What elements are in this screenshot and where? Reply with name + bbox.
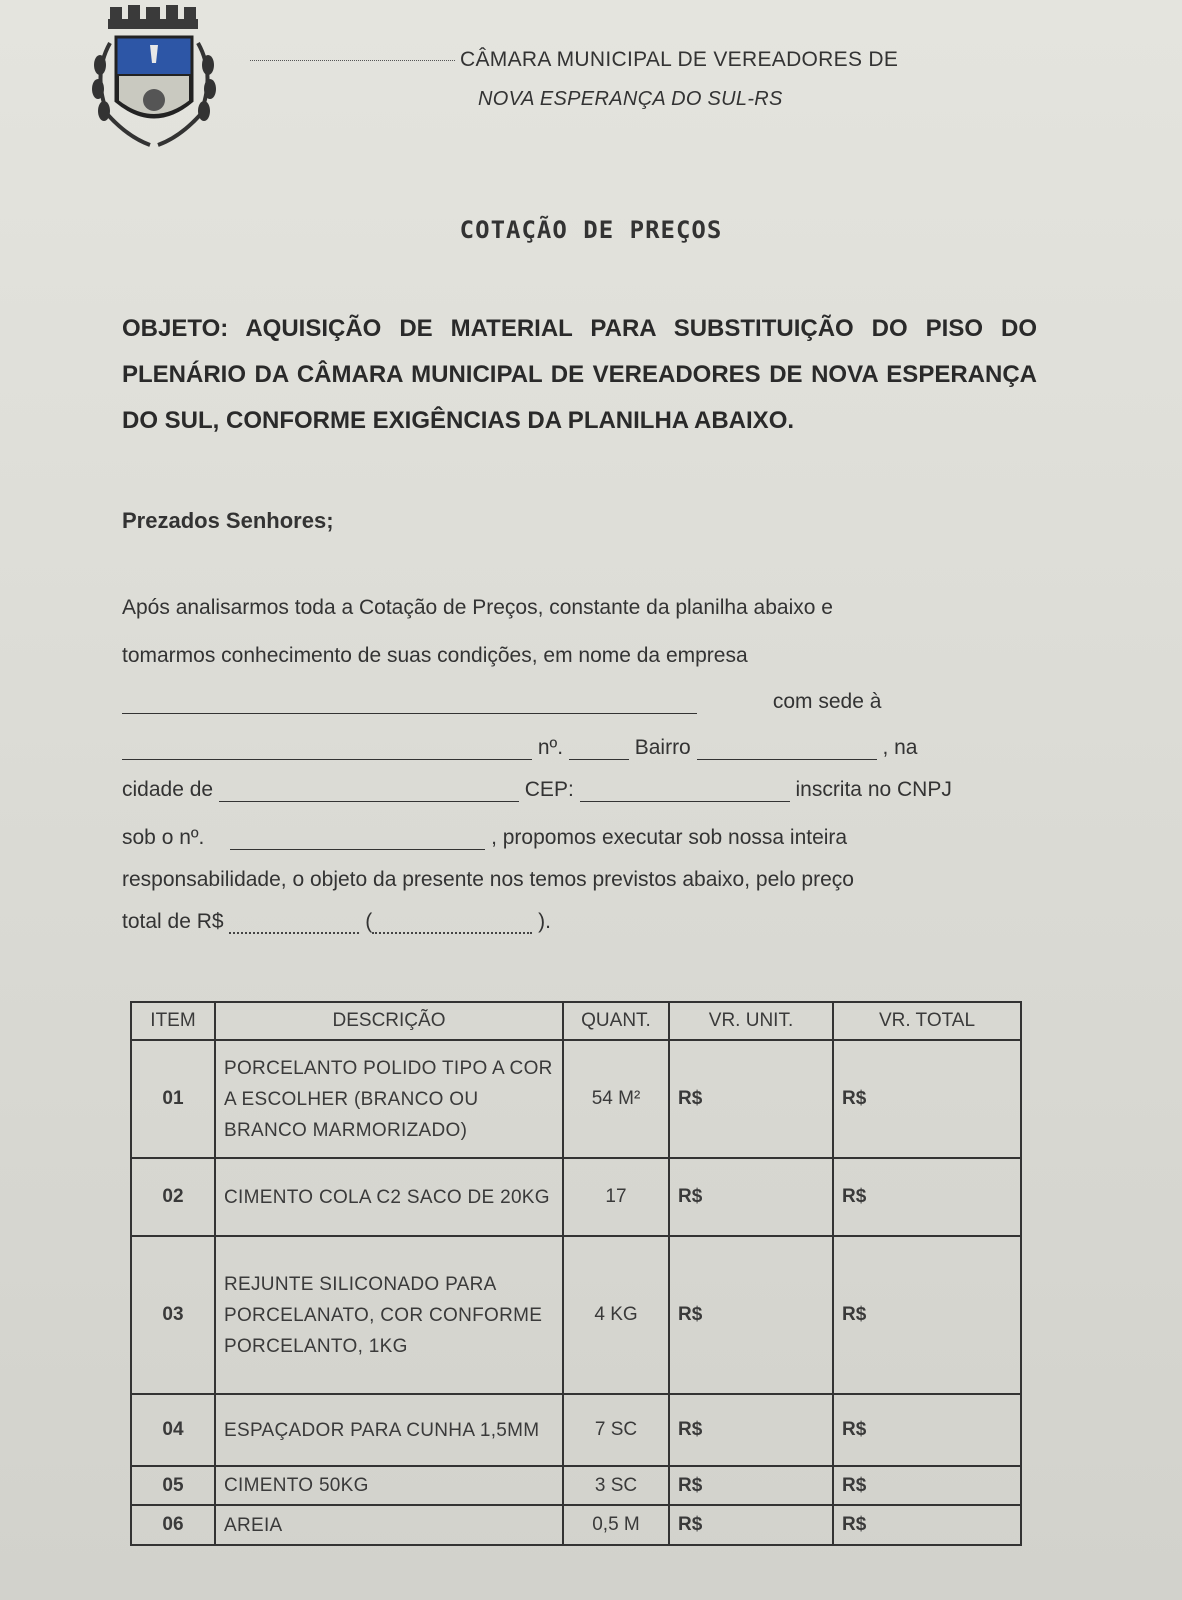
item-quantity: 0,5 M (563, 1505, 669, 1545)
item-total-value[interactable]: R$ (833, 1505, 1021, 1545)
object-paragraph: OBJETO: AQUISIÇÃO DE MATERIAL PARA SUBSTITUIÇÃO DO PISO DO PLENÁRIO DA CÂMARA MUNICIPAL DE VEREADORES DE NOVA ESPERANÇA DO SUL, CONFORME EXIGÊNCIAS DA PLANILHA ABAIXO. (122, 315, 1037, 434)
item-unit-value[interactable]: R$ (669, 1394, 833, 1466)
item-unit-value[interactable]: R$ (669, 1040, 833, 1158)
body-line-2: tomarmos conhecimento de suas condições, em nome da empresa (122, 644, 748, 667)
total-words-blank[interactable] (372, 914, 532, 934)
col-header-quantity: QUANT. (563, 1002, 669, 1040)
item-number: 04 (131, 1394, 215, 1466)
item-number: 02 (131, 1158, 215, 1236)
body-line-1: Após analisarmos toda a Cotação de Preços, constante da planilha abaixo e (122, 596, 833, 619)
item-description: ESPAÇADOR PARA CUNHA 1,5MM (215, 1394, 563, 1466)
table-row (131, 1040, 1021, 1158)
bairro-blank[interactable] (697, 739, 877, 760)
table-row (131, 1158, 1021, 1236)
total-value-blank[interactable] (229, 914, 359, 934)
item-total-value[interactable]: R$ (833, 1466, 1021, 1505)
total-close: ). (538, 910, 551, 933)
item-quantity: 17 (563, 1158, 669, 1236)
col-header-total-value: VR. TOTAL (833, 1002, 1021, 1040)
item-quantity: 54 M² (563, 1040, 669, 1158)
item-description: AREIA (215, 1505, 563, 1545)
item-unit-value[interactable]: R$ (669, 1466, 833, 1505)
com-sede-label: com sede à (772, 690, 882, 713)
item-quantity: 4 KG (563, 1236, 669, 1394)
item-number: 01 (131, 1040, 215, 1158)
header-city: NOVA ESPERANÇA DO SUL-RS (478, 88, 783, 110)
item-description: REJUNTE SILICONADO PARA PORCELANATO, COR CONFORME PORCELANTO, 1KG (215, 1236, 563, 1394)
body-line-total: total de R$ ( ). (122, 910, 551, 933)
address-blank[interactable] (122, 739, 532, 760)
col-header-item: ITEM (131, 1002, 215, 1040)
item-total-value[interactable]: R$ (833, 1040, 1021, 1158)
item-unit-value[interactable]: R$ (669, 1505, 833, 1545)
bairro-label: Bairro (634, 736, 691, 759)
cnpj-label: inscrita no CNPJ (795, 778, 952, 801)
item-total-value[interactable]: R$ (833, 1158, 1021, 1236)
price-table (130, 1001, 1022, 1546)
document-title: COTAÇÃO DE PREÇOS (459, 216, 723, 244)
table-row (131, 1394, 1021, 1466)
item-quantity: 3 SC (563, 1466, 669, 1505)
item-description: CIMENTO COLA C2 SACO DE 20KG (215, 1158, 563, 1236)
propomos-text: , propomos executar sob nossa inteira (491, 826, 848, 849)
numero-blank[interactable] (569, 739, 629, 760)
table-row (131, 1505, 1021, 1545)
body-line-cnpj (122, 826, 1037, 850)
cnpj-blank[interactable] (230, 829, 485, 850)
item-number: 05 (131, 1466, 215, 1505)
numero-label: nº. (537, 736, 564, 759)
item-description: PORCELANTO POLIDO TIPO A COR A ESCOLHER (BRANCO OU BRANCO MARMORIZADO) (215, 1040, 563, 1158)
item-number: 03 (131, 1236, 215, 1394)
item-description: CIMENTO 50KG (215, 1466, 563, 1505)
item-unit-value[interactable]: R$ (669, 1158, 833, 1236)
item-total-value[interactable]: R$ (833, 1394, 1021, 1466)
item-total-value[interactable]: R$ (833, 1236, 1021, 1394)
na-label: , na (882, 736, 918, 759)
col-header-description: DESCRIÇÃO (215, 1002, 563, 1040)
cidade-blank[interactable] (219, 781, 519, 802)
body-line-company (122, 690, 1037, 714)
header-dotted-line (250, 60, 455, 61)
table-header-row (131, 1002, 1021, 1040)
total-label: total de R$ (122, 910, 224, 933)
body-line-resp: responsabilidade, o objeto da presente nos temos previstos abaixo, pelo preço (122, 868, 854, 891)
cep-blank[interactable] (580, 781, 790, 802)
header-institution-name: CÂMARA MUNICIPAL DE VEREADORES DE (460, 48, 899, 71)
company-name-blank[interactable] (122, 693, 697, 714)
body-line-city (122, 778, 1037, 802)
item-number: 06 (131, 1505, 215, 1545)
cep-label: CEP: (524, 778, 574, 801)
item-unit-value[interactable]: R$ (669, 1236, 833, 1394)
body-line-address (122, 736, 1037, 760)
cidade-label: cidade de (122, 778, 214, 801)
greeting: Prezados Senhores; (122, 508, 334, 533)
item-quantity: 7 SC (563, 1394, 669, 1466)
table-row (131, 1236, 1021, 1394)
municipal-crest-logo (88, 5, 220, 151)
table-row (131, 1466, 1021, 1505)
sob-label: sob o nº. (122, 826, 205, 849)
col-header-unit-value: VR. UNIT. (669, 1002, 833, 1040)
